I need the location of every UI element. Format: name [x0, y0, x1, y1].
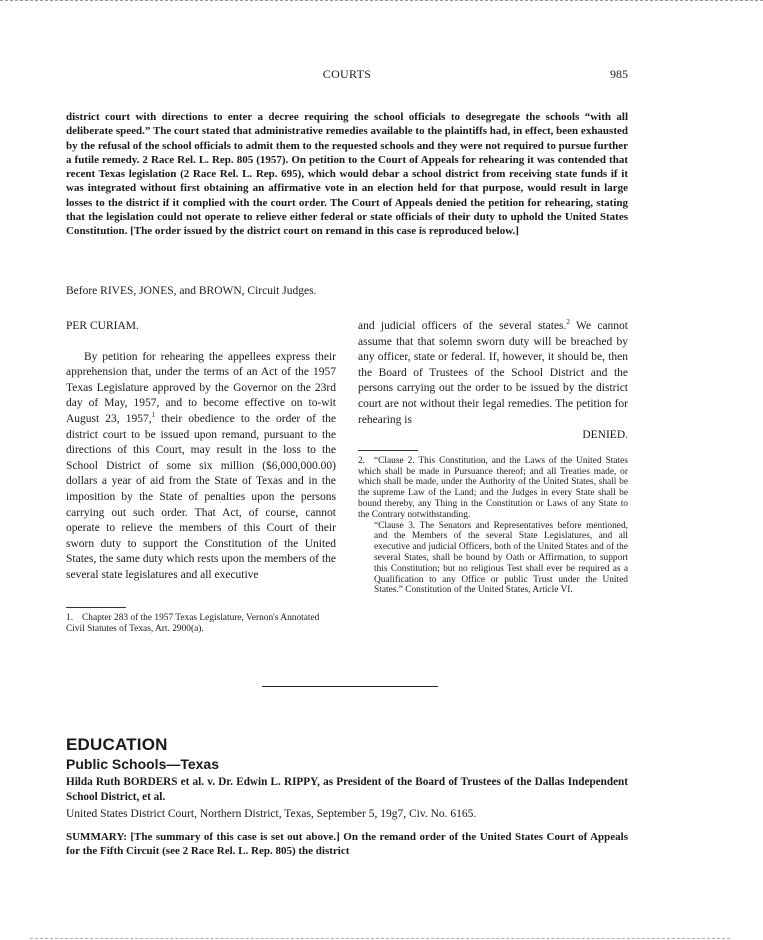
footnote-2-number: 2. [358, 455, 366, 466]
judges-line: Before RIVES, JONES, and BROWN, Circuit Judges. [66, 285, 317, 297]
footnote-1-number: 1. [66, 613, 74, 623]
section-title: EDUCATION [66, 735, 168, 754]
case-title: Hilda Ruth BORDERS et al. v. Dr. Edwin L. RIPPY, as President of the Board of Trustees of the Dallas Independent School District, et al. [66, 776, 628, 803]
section-separator [262, 686, 438, 687]
summary-text: [The summary of this case is set out above.] On the remand order of the United States Court of Appeals for the Fifth Circuit (see 2 Race Rel. L. Rep. 805) the district [66, 831, 628, 858]
footnote-block-left [66, 601, 336, 635]
footnote-2 [358, 456, 628, 596]
footnote-rule-right [358, 450, 418, 451]
footnote-rule-left [66, 607, 126, 608]
bottom-dashed-border [30, 938, 730, 939]
top-dashed-border [0, 0, 763, 1]
denied-label: DENIED. [582, 429, 628, 442]
footnote-2-clause-3 [358, 521, 628, 597]
opinion-text-b: their obedience to the order of the district court to be issued upon remand, pursuant to the directions of this Court, may result in the loss to the School District of some six million ($6,000,000.00) dollars a year of aid from the State of Texas and in the imposition by the State of penalties upon the persons carrying out such order. That Act, of course, cannot operate to relieve the members of this Court of their sworn duty to support the Constitution of the United States, the same duty which rests upon the members of the several state legislatures and all executive [66, 412, 336, 581]
right-column [358, 319, 628, 596]
case-summary-text: district court with directions to enter a decree requiring the school officials to desegregate the schools “with all deliberate speed.” The court stated that administrative remedies available to the plaintiffs had, in effect, been exhausted by the refusal of the school officials to admit them to the requested schools and they were not required to pursue further a futile remedy. 2 Race Rel. L. Rep. 805 (1957). On petition to the Court of Appeals for rehearing it was contended that recent Texas legislation (2 Race Rel. L. Rep. 695), which would debar a school district from receiving state funds if it was integrated without first obtaining an affirmative vote in an election held for that purpose, would result in large losses to the district if it complied with the court order. The Court of Appeals denied the petition for rehearing, stating that the legislation could not operate to relieve either federal or state officials of their duty to uphold the United States Constitution. [The order issued by the district court on remand in this case is reproduced below.] [66, 111, 628, 238]
case-summary [66, 110, 628, 239]
footnote-2-text-a: “Clause 2. This Constitution, and the Laws of the United States which shall be made in Pursuance thereof; and all Treaties made, or which shall be made, under the Authority of the United States, shall be the supreme Law of the Land; and the Judges in every State shall be bound thereby, any Thing in the Constitution or Laws of any State to the Contrary notwithstanding. [358, 455, 628, 520]
court-line: United States District Court, Northern District, Texas, September 5, 19g7, Civ. No. 6165. [66, 808, 477, 820]
left-column [66, 319, 336, 584]
section-subtitle: Public Schools—Texas [66, 756, 220, 772]
opinion-text-c: and judicial officers of the several states. [358, 320, 567, 332]
footnote-marker-2[interactable]: 2 [566, 318, 570, 327]
footnote-marker-1[interactable]: 1 [151, 411, 156, 420]
footnote-2-clause-2 [358, 456, 628, 521]
opinion-paragraph-left [66, 350, 336, 584]
section-heading [66, 735, 628, 773]
footnote-1 [66, 613, 336, 635]
opinion-text-a: By petition for rehearing the appellees express their apprehension that, under the terms of an Act of the 1957 Texas Legislature approved by the Governor on the 23rd day of May, 1957, and to become effective on to-wit August 23, 1957, [66, 350, 336, 425]
running-head-title: COURTS [322, 67, 372, 81]
summary-paragraph [66, 830, 628, 859]
footnote-2-text-b: “Clause 3. The Senators and Representatives before mentioned, and the Members of the several State Legislatures, and all executive and judicial Officers, both of the United States and of the several States, shall be bound by Oath or Affirmation, to support this Constitution; but no religious Test shall ever be required as a Qualification to any Office or public Trust under the United States.” Constitution of the United States, Article VI. [374, 520, 628, 596]
footnote-1-text: Chapter 283 of the 1957 Texas Legislature, Vernon's Annotated Civil Statutes of Texas, Art. 2900(a). [66, 613, 320, 634]
running-head [66, 67, 628, 83]
page-number: 985 [610, 67, 628, 81]
per-curiam-heading: PER CURIAM. [66, 320, 139, 332]
summary-label: SUMMARY: [66, 831, 127, 843]
opinion-text-d: We cannot assume that that solemn sworn duty will be breached by any officer, state or federal. If, however, it should be, then the Board of Trustees of the School District and the persons carrying out the order to be issued by the district court are not without their legal remedies. The petition for rehearing is [358, 320, 629, 426]
opinion-paragraph-right [358, 319, 628, 428]
